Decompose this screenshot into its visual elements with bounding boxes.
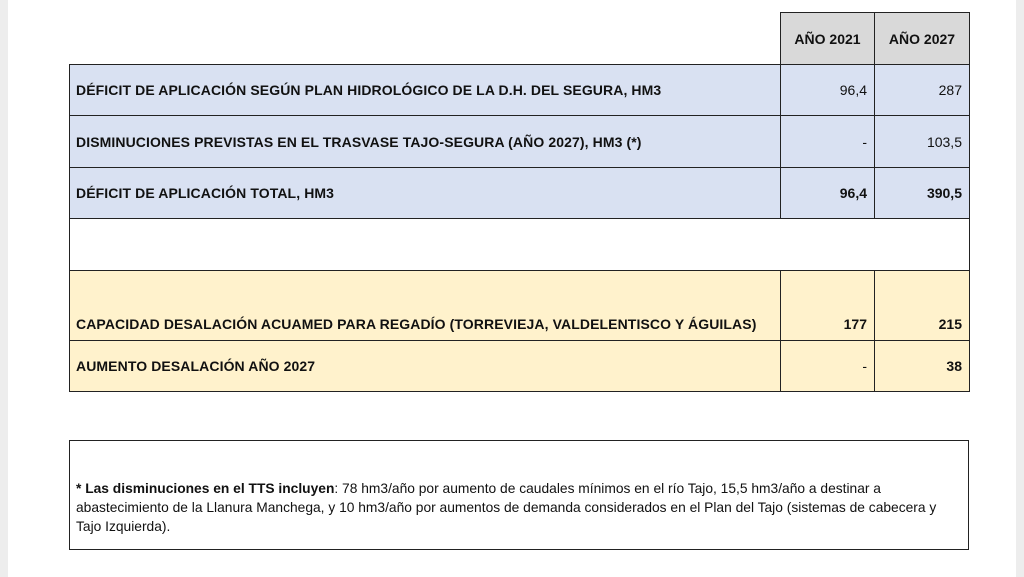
row-label-deficit-plan: DÉFICIT DE APLICACIÓN SEGÚN PLAN HIDROLÓGICO DE LA D.H. DEL SEGURA, HM3 — [70, 65, 781, 116]
cell-2021: 96,4 — [781, 65, 875, 116]
header-year-2027: AÑO 2027 — [875, 13, 970, 65]
header-year-2021: AÑO 2021 — [781, 13, 875, 65]
table-row — [70, 168, 970, 219]
header-row — [70, 13, 970, 65]
document-page — [8, 0, 1016, 577]
table-row — [70, 271, 970, 341]
cell-2021: - — [781, 116, 875, 168]
spacer-cell — [70, 219, 970, 271]
header-blank-cell — [70, 13, 781, 65]
water-deficit-table — [69, 12, 970, 392]
cell-2027: 215 — [875, 271, 970, 341]
cell-2027: 103,5 — [875, 116, 970, 168]
footnote-box — [69, 440, 969, 550]
cell-2027: 287 — [875, 65, 970, 116]
table-row — [70, 341, 970, 392]
footnote-text: : 78 hm3/año por aumento de caudales mínimos en el río Tajo, 15,5 hm3/año a destinar a abastecimiento de la Llanura Manchega, y 10 hm3/año por aumentos de demanda considerados en el Plan del Tajo (sistemas de cabecera y Tajo Izquierda). — [76, 481, 937, 534]
row-label-deficit-total: DÉFICIT DE APLICACIÓN TOTAL, HM3 — [70, 168, 781, 219]
table-row — [70, 116, 970, 168]
cell-2027: 38 — [875, 341, 970, 392]
spacer-row — [70, 219, 970, 271]
row-label-capacidad-desalacion: CAPACIDAD DESALACIÓN ACUAMED PARA REGADÍO (TORREVIEJA, VALDELENTISCO Y ÁGUILAS) — [70, 271, 781, 341]
cell-2021: 96,4 — [781, 168, 875, 219]
footnote-bold-text: * Las disminuciones en el TTS incluyen — [76, 481, 335, 496]
row-label-aumento-desalacion: AUMENTO DESALACIÓN AÑO 2027 — [70, 341, 781, 392]
table-row — [70, 65, 970, 116]
row-label-disminuciones: DISMINUCIONES PREVISTAS EN EL TRASVASE TAJO-SEGURA (AÑO 2027), HM3 (*) — [70, 116, 781, 168]
cell-2021: - — [781, 341, 875, 392]
cell-2021: 177 — [781, 271, 875, 341]
cell-2027: 390,5 — [875, 168, 970, 219]
